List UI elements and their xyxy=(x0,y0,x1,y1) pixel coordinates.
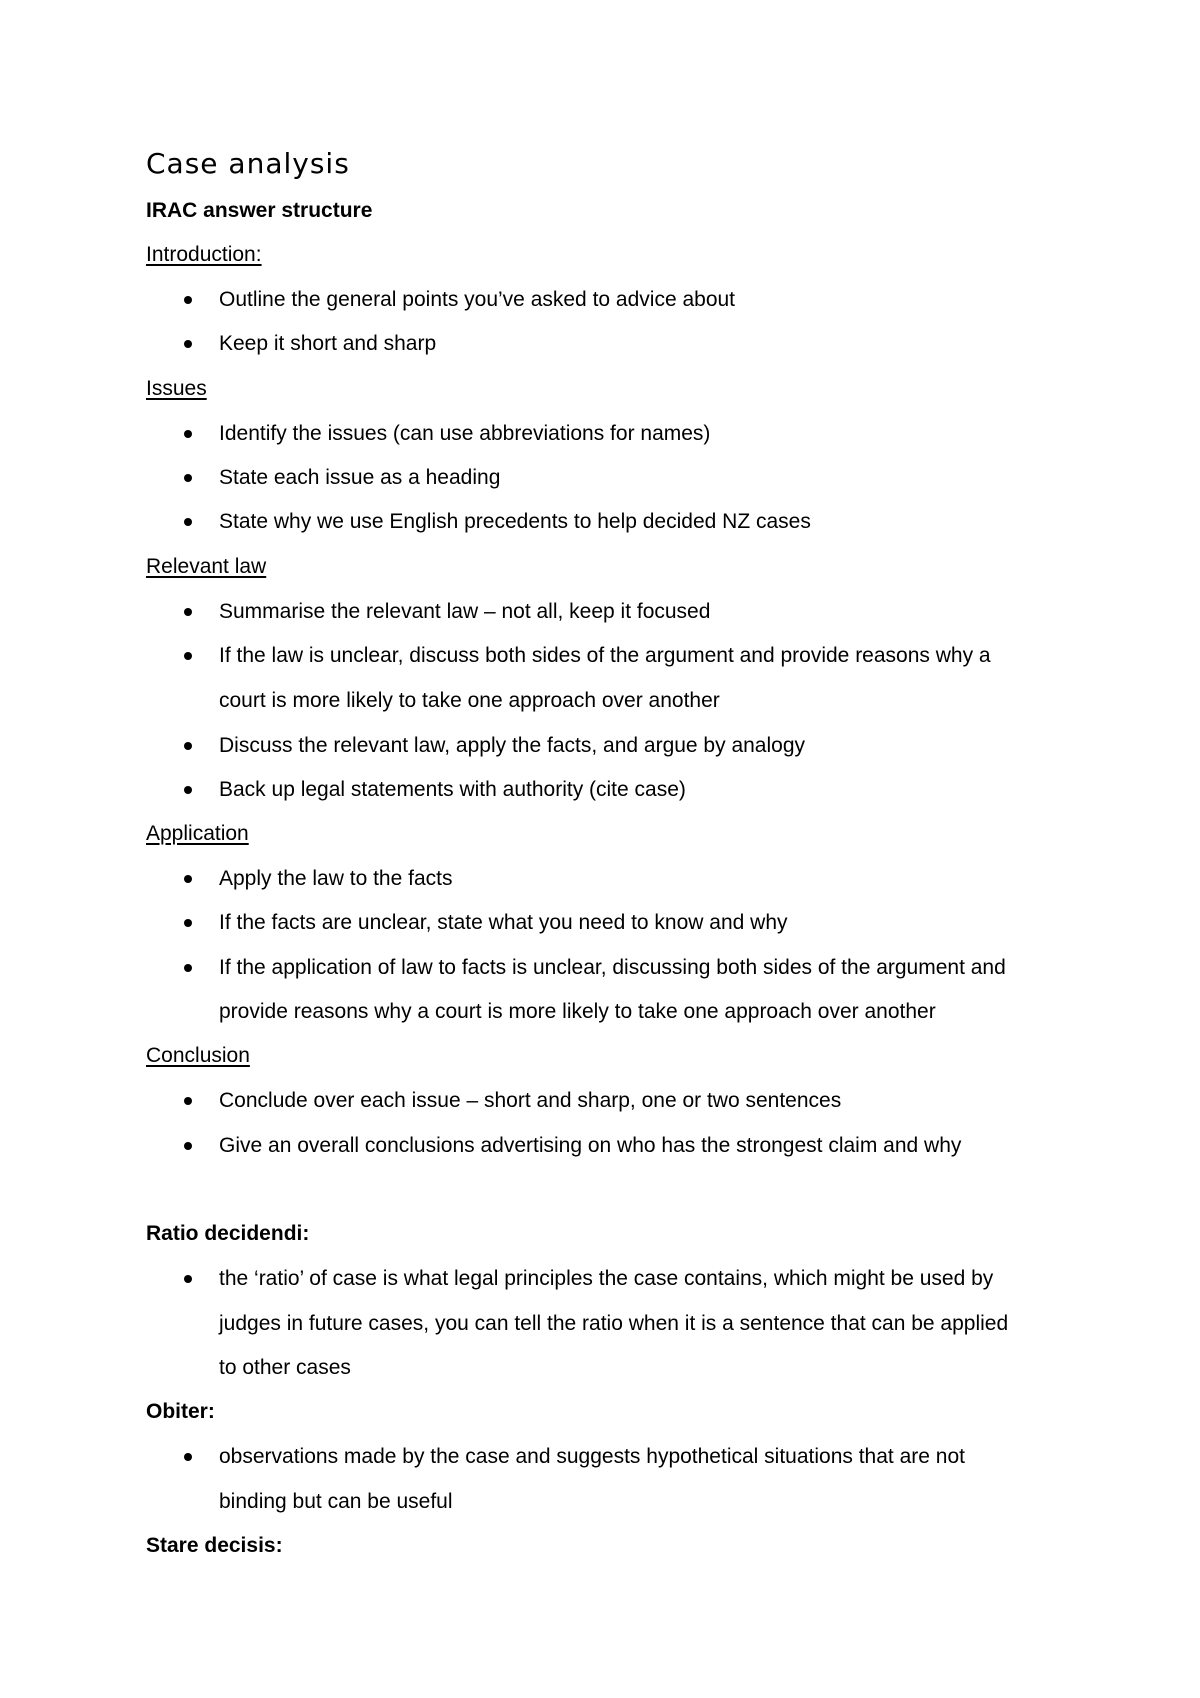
bullet-icon xyxy=(184,1275,192,1283)
relevant-law-item-line: court is more likely to take one approach over another xyxy=(219,689,720,712)
ratio-item-line: to other cases xyxy=(219,1356,351,1379)
bullet-icon xyxy=(184,608,192,616)
conclusion-heading: Conclusion xyxy=(146,1044,250,1067)
obiter-item-line: observations made by the case and suggests hypothetical situations that are not xyxy=(219,1445,965,1468)
application-item-line: If the application of law to facts is unclear, discussing both sides of the argument and xyxy=(219,956,1006,979)
application-item: Apply the law to the facts xyxy=(219,867,453,890)
conclusion-item: Give an overall conclusions advertising on who has the strongest claim and why xyxy=(219,1134,962,1157)
bullet-icon xyxy=(184,964,192,972)
conclusion-item: Conclude over each issue – short and sharp, one or two sentences xyxy=(219,1089,842,1112)
bullet-icon xyxy=(184,296,192,304)
bullet-icon xyxy=(184,786,192,794)
issues-item: Identify the issues (can use abbreviations for names) xyxy=(219,422,711,445)
issues-item: State why we use English precedents to help decided NZ cases xyxy=(219,510,811,533)
introduction-heading: Introduction: xyxy=(146,243,262,266)
bullet-icon xyxy=(184,1453,192,1461)
bullet-icon xyxy=(184,919,192,927)
bullet-icon xyxy=(184,652,192,660)
relevant-law-item-line: If the law is unclear, discuss both sides of the argument and provide reasons why a xyxy=(219,644,991,667)
document-title: Case analysis xyxy=(146,147,350,180)
application-item: If the facts are unclear, state what you need to know and why xyxy=(219,911,788,934)
issues-heading: Issues xyxy=(146,377,207,400)
bullet-icon xyxy=(184,474,192,482)
ratio-item-line: the ‘ratio’ of case is what legal principles the case contains, which might be used by xyxy=(219,1267,994,1290)
introduction-item: Keep it short and sharp xyxy=(219,332,437,355)
ratio-heading: Ratio decidendi: xyxy=(146,1222,310,1245)
bullet-icon xyxy=(184,1097,192,1105)
application-item-line: provide reasons why a court is more likely to take one approach over another xyxy=(219,1000,936,1023)
ratio-item-line: judges in future cases, you can tell the ratio when it is a sentence that can be applied xyxy=(219,1312,1009,1335)
bullet-icon xyxy=(184,742,192,750)
obiter-heading: Obiter: xyxy=(146,1400,215,1423)
bullet-icon xyxy=(184,875,192,883)
irac-subtitle: IRAC answer structure xyxy=(146,199,373,222)
issues-item: State each issue as a heading xyxy=(219,466,501,489)
bullet-icon xyxy=(184,340,192,348)
bullet-icon xyxy=(184,430,192,438)
relevant-law-item: Back up legal statements with authority (cite case) xyxy=(219,778,686,801)
obiter-item-line: binding but can be useful xyxy=(219,1490,453,1513)
stare-decisis-heading: Stare decisis: xyxy=(146,1534,283,1557)
introduction-item: Outline the general points you’ve asked to advice about xyxy=(219,288,736,311)
relevant-law-heading: Relevant law xyxy=(146,555,267,578)
relevant-law-item: Discuss the relevant law, apply the facts, and argue by analogy xyxy=(219,734,806,757)
application-heading: Application xyxy=(146,822,249,845)
bullet-icon xyxy=(184,518,192,526)
bullet-icon xyxy=(184,1142,192,1150)
relevant-law-item: Summarise the relevant law – not all, keep it focused xyxy=(219,600,711,623)
